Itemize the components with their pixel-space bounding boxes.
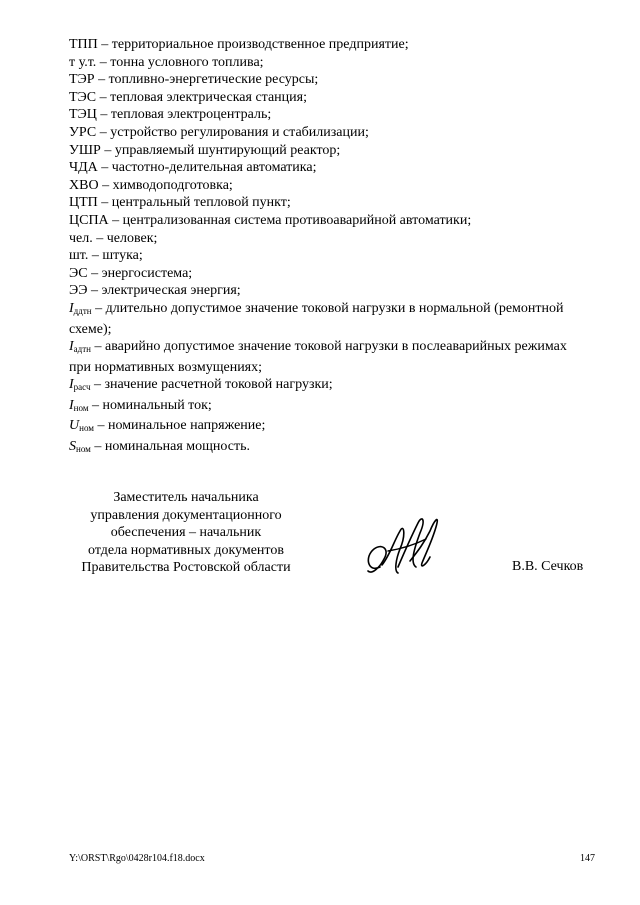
abbreviation-definition: – энергосистема; bbox=[87, 265, 193, 281]
abbreviation-definition: – тепловая электроцентраль; bbox=[96, 107, 272, 123]
signatory-position-line: Заместитель начальника bbox=[113, 490, 259, 505]
abbreviation-item bbox=[69, 230, 589, 248]
symbol-subscript: адтн bbox=[73, 344, 91, 355]
abbreviation-term: чел. bbox=[69, 230, 93, 246]
abbreviation-item bbox=[69, 124, 589, 142]
symbol-base: U bbox=[69, 418, 80, 434]
abbreviation-definition: – штука; bbox=[88, 248, 143, 264]
handwritten-signature bbox=[360, 505, 450, 585]
abbreviation-term: шт. bbox=[69, 248, 89, 264]
abbreviation-item bbox=[69, 54, 589, 72]
abbreviation-item bbox=[69, 265, 589, 283]
symbol-subscript: ддтн bbox=[73, 305, 92, 316]
signatory-position-line: отдела нормативных документов bbox=[88, 542, 284, 558]
signer-name: В.В. Сечков bbox=[512, 559, 584, 574]
symbol-definition: – номинальная мощность. bbox=[90, 439, 250, 455]
abbreviation-term: т у.т. bbox=[69, 54, 97, 70]
symbol-subscript: ном bbox=[76, 444, 91, 455]
symbol-subscript: ном bbox=[73, 402, 89, 413]
abbreviation-item bbox=[69, 194, 589, 212]
abbreviation-item bbox=[69, 36, 589, 54]
abbreviation-term: ЦСПА bbox=[69, 212, 109, 228]
symbol-subscript: расч bbox=[73, 382, 91, 393]
abbreviation-item bbox=[69, 142, 589, 160]
abbreviation-term: ЧДА bbox=[69, 160, 98, 176]
symbol-item bbox=[69, 397, 589, 418]
symbol-base: I bbox=[69, 300, 74, 316]
abbreviation-definition: – тонна условного топлива; bbox=[96, 54, 264, 70]
symbol-item bbox=[69, 300, 589, 338]
abbreviation-term: ТПП bbox=[69, 37, 98, 52]
abbreviation-term: ТЭЦ bbox=[69, 107, 97, 123]
abbreviation-term: УШР bbox=[69, 142, 101, 158]
symbol-base: S bbox=[69, 439, 76, 455]
symbol-definition: – номинальное напряжение; bbox=[93, 418, 266, 434]
page-number: 147 bbox=[580, 853, 595, 864]
abbreviation-definition: – электрическая энергия; bbox=[87, 283, 241, 299]
abbreviation-item bbox=[69, 159, 589, 177]
abbreviation-definition: – территориальное производственное предприятие; bbox=[97, 37, 409, 52]
signatory-position-block bbox=[66, 489, 306, 577]
symbol-item bbox=[69, 438, 589, 459]
signatory-position-line: Правительства Ростовской области bbox=[81, 560, 291, 576]
abbreviation-definition: – частотно-делительная автоматика; bbox=[97, 160, 317, 176]
symbol-base: I bbox=[69, 339, 74, 355]
abbreviation-term: ЭС bbox=[69, 265, 88, 281]
abbreviation-item bbox=[69, 212, 589, 230]
abbreviation-definition: – топливно-энергетические ресурсы; bbox=[94, 72, 319, 88]
abbreviation-item bbox=[69, 282, 589, 300]
abbreviation-item bbox=[69, 177, 589, 195]
abbreviation-definition: – центральный тепловой пункт; bbox=[97, 195, 291, 211]
abbreviation-term: ХВО bbox=[69, 177, 99, 193]
abbreviation-list bbox=[69, 36, 589, 459]
symbol-base: I bbox=[69, 397, 74, 413]
abbreviation-definition: – устройство регулирования и стабилизации; bbox=[96, 124, 369, 140]
symbol-subscript: ном bbox=[79, 423, 94, 434]
abbreviation-item bbox=[69, 106, 589, 124]
footer-file-path: Y:\ORST\Rgo\0428r104.f18.docx bbox=[69, 853, 205, 864]
abbreviation-definition: – управляемый шунтирующий реактор; bbox=[100, 142, 341, 158]
symbol-definition: – номинальный ток; bbox=[88, 397, 212, 413]
abbreviation-term: УРС bbox=[69, 124, 97, 140]
abbreviation-term: ТЭР bbox=[69, 72, 95, 88]
symbol-definition: – аварийно допустимое значение токовой нагрузки в послеаварийных режимах при нормативных возмущениях; bbox=[69, 339, 567, 375]
symbol-item bbox=[69, 338, 589, 376]
abbreviation-item bbox=[69, 247, 589, 265]
abbreviation-item bbox=[69, 89, 589, 107]
symbol-item bbox=[69, 376, 589, 397]
abbreviation-term: ТЭС bbox=[69, 89, 97, 105]
abbreviation-item bbox=[69, 71, 589, 89]
abbreviation-term: ЦТП bbox=[69, 195, 98, 211]
symbol-definition: – длительно допустимое значение токовой нагрузки в нормальной (ремонтной схеме); bbox=[69, 300, 564, 337]
abbreviation-definition: – человек; bbox=[92, 230, 158, 246]
signatory-position-line: управления документационного bbox=[90, 507, 282, 523]
abbreviation-definition: – централизованная система противоаварийной автоматики; bbox=[108, 212, 472, 228]
abbreviation-definition: – тепловая электрическая станция; bbox=[96, 89, 307, 105]
symbol-definition: – значение расчетной токовой нагрузки; bbox=[90, 377, 333, 393]
abbreviation-term: ЭЭ bbox=[69, 283, 88, 299]
symbol-base: I bbox=[69, 377, 74, 393]
abbreviation-definition: – химводоподготовка; bbox=[98, 177, 233, 193]
signatory-position-line: обеспечения – начальник bbox=[110, 525, 262, 541]
symbol-item bbox=[69, 417, 589, 438]
